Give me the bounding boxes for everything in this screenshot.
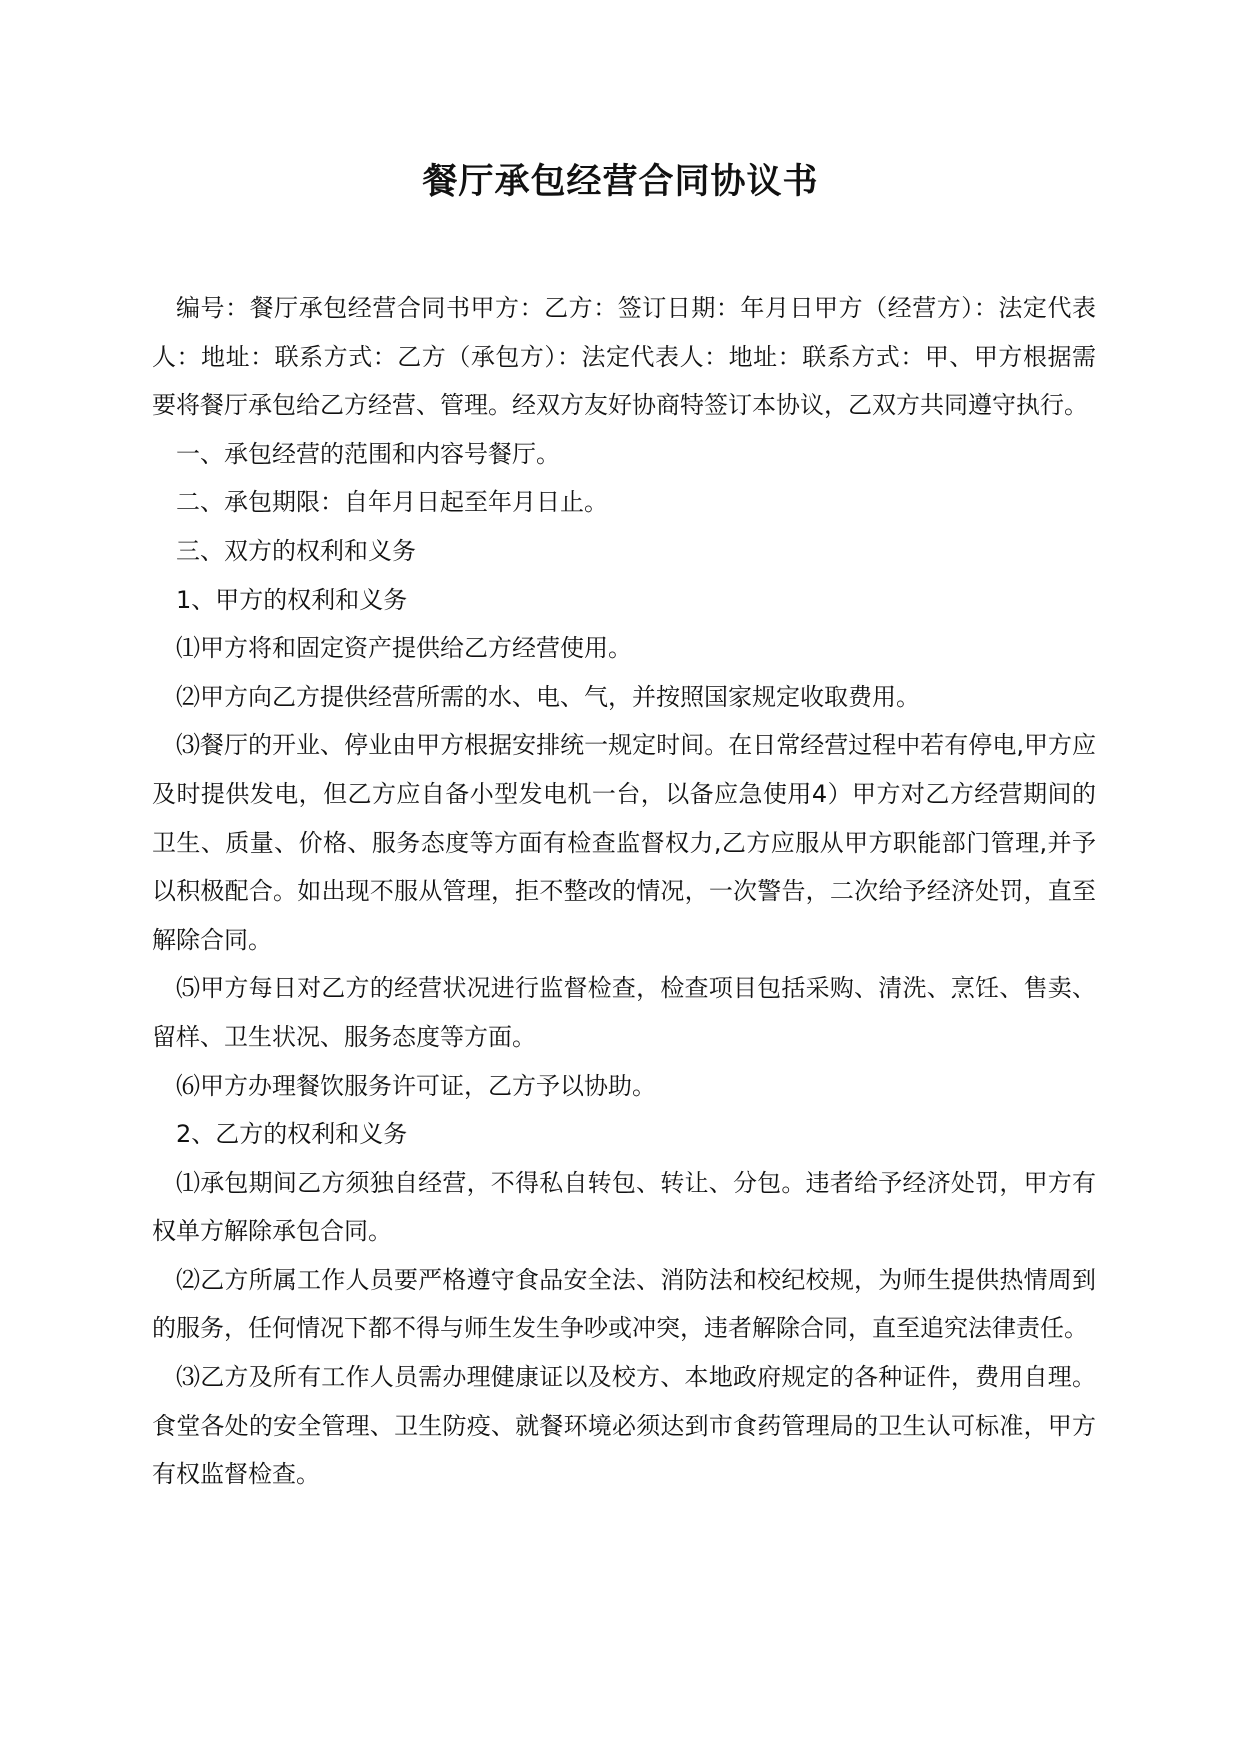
paragraph-preamble: 编号：餐厅承包经营合同书甲方：乙方：签订日期：年月日甲方（经营方）：法定代表人：地址：联系方式：乙方（承包方）：法定代表人：地址：联系方式：甲、甲方根据需要将餐厅承包给乙方经营、管理。经双方友好协商特签订本协议，乙双方共同遵守执行。 — [152, 294, 1096, 420]
paragraph-party-a-item-5: ⑸甲方每日对乙方的经营状况进行监督检查，检查项目包括采购、清洗、烹饪、售卖、留样、卫生状况、服务态度等方面。 — [152, 974, 1096, 1051]
paragraph-party-a-item-3: ⑶餐厅的开业、停业由甲方根据安排统一规定时间。在日常经营过程中若有停电,甲方应及时提供发电，但乙方应自备小型发电机一台，以备应急使用4）甲方对乙方经营期间的卫生、质量、价格、服务态度等方面有检查监督权力,乙方应服从甲方职能部门管理,并予以积极配合。如出现不服从管理，拒不整改的情况，一次警告，二次给予经济处罚，直至解除合同。 — [152, 731, 1096, 954]
paragraph-party-a-item-1: ⑴甲方将和固定资产提供给乙方经营使用。 — [176, 634, 632, 663]
document-body — [152, 284, 1096, 1499]
paragraph-party-a-item-2: ⑵甲方向乙方提供经营所需的水、电、气，并按照国家规定收取费用。 — [176, 682, 920, 711]
paragraph-section-1-scope: 一、承包经营的范围和内容号餐厅。 — [176, 439, 560, 468]
paragraph-party-b-item-2: ⑵乙方所属工作人员要严格遵守食品安全法、消防法和校纪校规，为师生提供热情周到的服务，任何情况下都不得与师生发生争吵或冲突，违者解除合同，直至追究法律责任。 — [152, 1265, 1096, 1343]
paragraph-section-3-heading: 三、双方的权利和义务 — [176, 536, 416, 565]
paragraph-party-b-item-3: ⑶乙方及所有工作人员需办理健康证以及校方、本地政府规定的各种证件，费用自理。食堂各处的安全管理、卫生防疫、就餐环境必须达到市食药管理局的卫生认可标准，甲方有权监督检查。 — [152, 1363, 1096, 1489]
paragraph-party-b-heading: 2、乙方的权利和义务 — [176, 1120, 408, 1149]
paragraph-section-2-term: 二、承包期限：自年月日起至年月日止。 — [176, 488, 608, 517]
document-title: 餐厅承包经营合同协议书 — [422, 162, 819, 202]
paragraph-party-a-item-6: ⑹甲方办理餐饮服务许可证，乙方予以协助。 — [176, 1071, 656, 1100]
paragraph-party-b-item-1: ⑴承包期间乙方须独自经营，不得私自转包、转让、分包。违者给予经济处罚，甲方有权单方解除承包合同。 — [152, 1168, 1096, 1246]
paragraph-party-a-heading: 1、甲方的权利和义务 — [176, 585, 408, 614]
